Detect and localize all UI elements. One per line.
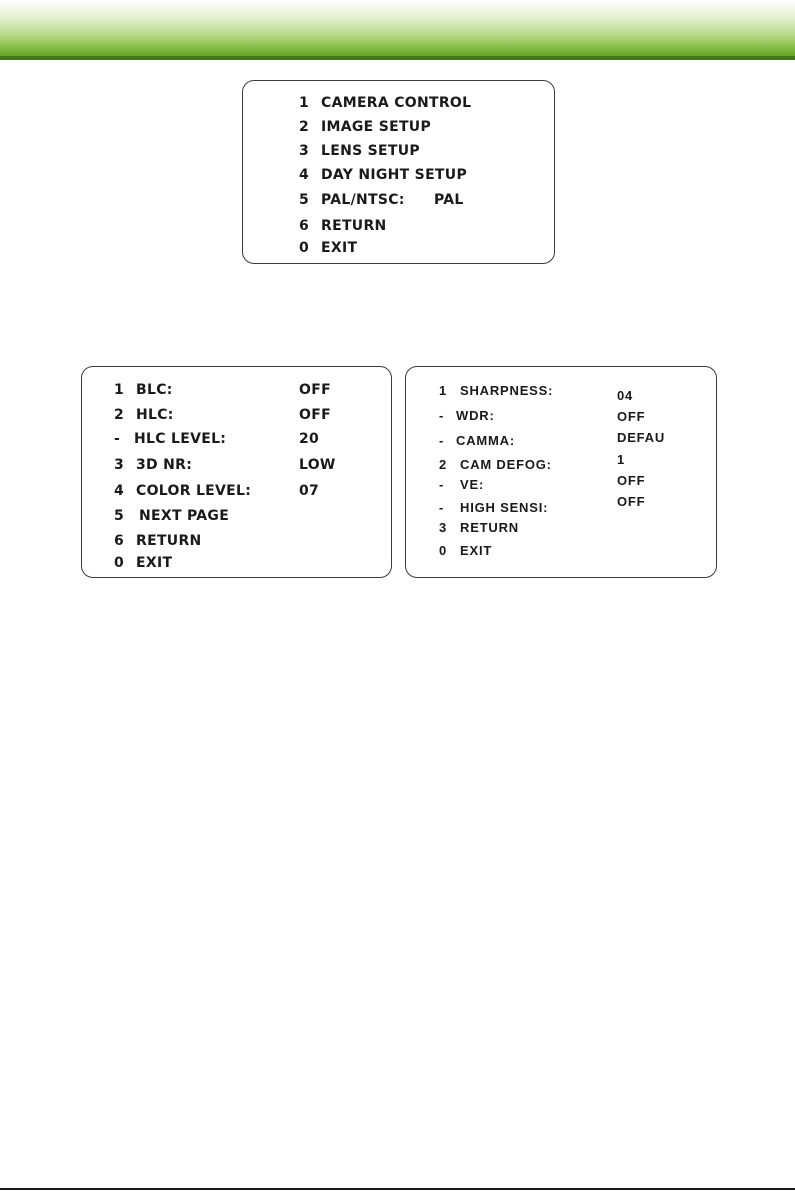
main-menu-box [242,80,555,264]
menu-item-number: 0 [439,543,448,558]
menu-item-value: OFF [617,409,646,424]
menu-item-number: 3 [299,143,310,159]
menu-item-value: LOW [299,457,336,473]
menu-item-number: - [439,408,445,423]
menu-item-high-sensi[interactable]: HIGH SENSI: [460,500,549,515]
menu-item-ve[interactable]: VE: [460,477,485,492]
menu-item-return[interactable]: RETURN [136,533,202,549]
menu-item-number: 3 [439,520,448,535]
menu-item-number: 6 [299,218,310,234]
menu-item-value: OFF [299,407,331,423]
menu-item-hlc[interactable]: HLC: [136,407,174,423]
menu-item-value: 1 [617,452,626,467]
menu-item-return[interactable]: RETURN [321,218,387,234]
menu-item-number: 2 [299,119,310,135]
menu-item-value: DEFAU [617,430,666,445]
menu-item-return[interactable]: RETURN [460,520,519,535]
menu-item-number: 3 [114,457,125,473]
menu-item-number: 4 [114,483,125,499]
menu-item-number: 0 [114,555,125,571]
menu-item-value: 20 [299,431,320,447]
menu-item-pal-ntsc[interactable]: PAL/NTSC: [321,192,405,208]
menu-item-exit[interactable]: EXIT [321,240,358,256]
menu-item-value: 07 [299,483,320,499]
menu-item-number: 1 [114,382,125,398]
menu-item-value: PAL [434,192,464,208]
menu-item-number: - [439,433,445,448]
menu-item-number: - [439,477,445,492]
menu-item-number: 1 [299,95,310,111]
menu-item-value: OFF [299,382,331,398]
menu-item-number: 6 [114,533,125,549]
menu-item-camera-control[interactable]: CAMERA CONTROL [321,95,472,111]
menu-item-exit[interactable]: EXIT [460,543,493,558]
menu-item-hlc-level[interactable]: HLC LEVEL: [134,431,227,447]
menu-item-image-setup[interactable]: IMAGE SETUP [321,119,432,135]
menu-item-number: 5 [299,192,310,208]
menu-item-sharpness[interactable]: SHARPNESS: [460,383,554,398]
menu-item-number: - [114,431,121,447]
menu-item-lens-setup[interactable]: LENS SETUP [321,143,420,159]
menu-item-number: 2 [439,457,448,472]
menu-item-number: 0 [299,240,310,256]
footer-rule [0,1188,795,1190]
header-rule [0,56,795,60]
menu-item-value: OFF [617,473,646,488]
menu-item-exit[interactable]: EXIT [136,555,173,571]
menu-item-number: 2 [114,407,125,423]
menu-item-next-page[interactable]: NEXT PAGE [139,508,230,524]
menu-item-blc[interactable]: BLC: [136,382,173,398]
menu-item-value: 04 [617,388,634,403]
menu-item-camma[interactable]: CAMMA: [456,433,515,448]
menu-item-number: - [439,500,445,515]
menu-item-number: 4 [299,167,310,183]
menu-item-value: OFF [617,494,646,509]
menu-item-number: 5 [114,508,125,524]
menu-item-number: 1 [439,383,448,398]
image-setup-page2-box [405,366,717,578]
header-band [0,0,795,58]
menu-item-wdr[interactable]: WDR: [456,408,495,423]
menu-item-cam-defog[interactable]: CAM DEFOG: [460,457,552,472]
menu-item-3d-nr[interactable]: 3D NR: [136,457,193,473]
image-setup-page1-box [81,366,392,578]
menu-item-color-level[interactable]: COLOR LEVEL: [136,483,252,499]
menu-item-day-night-setup[interactable]: DAY NIGHT SETUP [321,167,468,183]
